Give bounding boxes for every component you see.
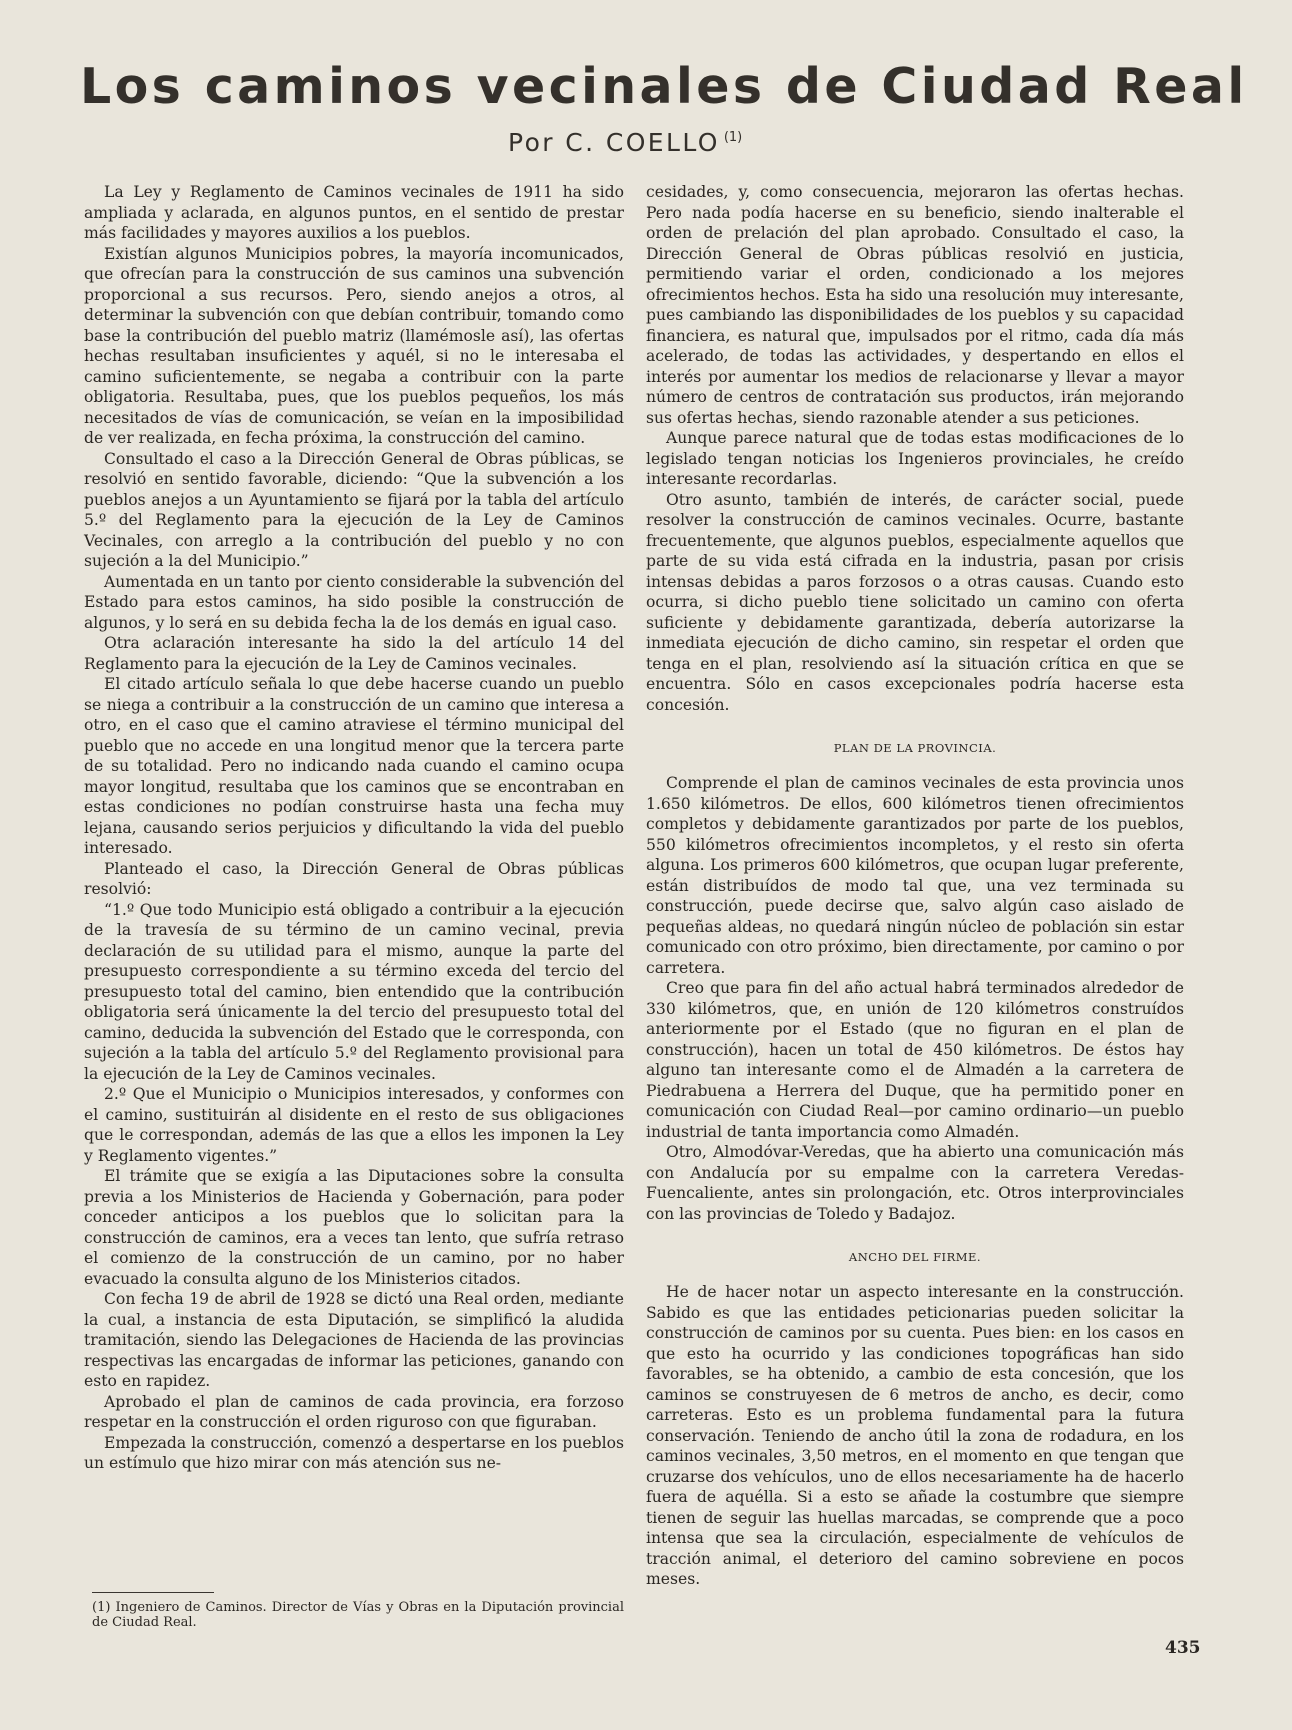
- paragraph: Aprobado el plan de caminos de cada provincia, era forzoso respetar en la construcción el orden riguroso con que figuraban.: [84, 1392, 624, 1431]
- paragraph: Comprende el plan de caminos vecinales de esta provincia unos 1.650 kilómetros. De ellos, 600 kilómetros tienen ofrecimientos completos y debidamente garantizados por parte de los pueblos, 550 kilómetros ofrecimientos incompletos, y el resto sin oferta alguna. Los primeros 600 kilómetros, que ocupan lugar preferente, están distribuídos de modo tal que, una vez terminada su construcción, puede decirse que, salvo algún caso aislado de pequeñas aldeas, no quedará ningún núcleo de población sin estar comunicado con otro próximo, bien directamente, por camino o por carretera.: [646, 774, 1184, 977]
- byline: [508, 128, 742, 157]
- section-heading-plan: PLAN DE LA PROVINCIA.: [833, 741, 997, 755]
- paragraph: El citado artículo señala lo que debe hacerse cuando un pueblo se niega a contribuir a la construcción de un camino que interesa a otro, en el caso que el camino atraviese el término municipal del pueblo que no accede en una longitud menor que la tercera parte de su totalidad. Pero no indicando nada cuando el camino ocupa mayor longitud, resultaba que los caminos que se encontraban en estas condiciones no podían construirse hasta una fecha muy lejana, causando serios perjuicios y dificultando la vida del pueblo interesado.: [84, 675, 624, 857]
- paragraph: Con fecha 19 de abril de 1928 se dictó una Real orden, mediante la cual, a instancia de esta Diputación, se simplificó la aludida tramitación, siendo las Delegaciones de Hacienda de las provincias respectivas las encargadas de informar las peticiones, ganando con esto en rapidez.: [84, 1290, 624, 1390]
- paragraph: Otro, Almodóvar-Veredas, que ha abierto una comunicación más con Andalucía por su empalme con la carretera Veredas-Fuencaliente, antes sin prolongación, etc. Otros interprovinciales con las provincias de Toledo y Badajoz.: [646, 1143, 1184, 1223]
- paragraph: Otro asunto, también de interés, de carácter social, puede resolver la construcción de caminos vecinales. Ocurre, bastante frecuentemente, que algunos pueblos, especialmente aquellos que parte de su vida está cifrada en la industria, pasan por crisis intensas debidas a paros forzosos o a otras causas. Cuando esto ocurra, si dicho pueblo tiene solicitado un camino con oferta suficiente y debidamente garantizada, debería autorizarse la inmediata ejecución de dicho camino, sin respetar el orden que tenga en el plan, resolviendo así la situación crítica en que se encuentra. Sólo en casos excepcionales podría hacerse esta concesión.: [646, 490, 1184, 714]
- section-heading-ancho: ANCHO DEL FIRME.: [848, 1250, 982, 1264]
- article-title: Los caminos vecinales de Ciudad Real: [80, 58, 1248, 115]
- paragraph: Otra aclaración interesante ha sido la del artículo 14 del Reglamento para la ejecución de la Ley de Caminos vecinales.: [84, 634, 624, 673]
- footnote-divider: [92, 1592, 214, 1593]
- paragraph: Consultado el caso a la Dirección General de Obras públicas, se resolvió en sentido favorable, diciendo: “Que la subvención a los pueblos anejos a un Ayuntamiento se fijará por la tabla del artículo 5.º del Reglamento para la ejecución de la Ley de Caminos Vecinales, con arreglo a la contribución del pueblo y no con sujeción a la del Municipio.”: [84, 449, 624, 570]
- paragraph: Empezada la construcción, comenzó a despertarse en los pueblos un estímulo que hizo mirar con más atención sus ne-: [84, 1433, 624, 1472]
- footnote-marker: (1): [723, 130, 743, 145]
- paragraph: Planteado el caso, la Dirección General de Obras públicas resolvió:: [84, 859, 624, 898]
- paragraph: Existían algunos Municipios pobres, la mayoría incomunicados, que ofrecían para la construcción de sus caminos una subvención proporcional a sus recursos. Pero, siendo anejos a otros, al determinar la subvención con que debían contribuir, tomando como base la contribución del pueblo matriz (llamémosle así), las ofertas hechas resultaban insuficientes y aquél, si no le interesaba el camino suficientemente, se negaba a contribuir con la parte obligatoria. Resultaba, pues, que los pueblos pequeños, los más necesitados de vías de comunicación, se veían en la imposibilidad de ver realizada, en fecha próxima, la construcción del camino.: [84, 244, 624, 447]
- paragraph: Aunque parece natural que de todas estas modificaciones de lo legislado tengan noticias los Ingenieros provinciales, he creído interesante recordarlas.: [646, 429, 1184, 488]
- paragraph: cesidades, y, como consecuencia, mejoraron las ofertas hechas. Pero nada podía hacerse en su beneficio, siendo inalterable el orden de prelación del plan aprobado. Consultado el caso, la Dirección General de Obras públicas resolvió en justicia, permitiendo variar el orden, condicionado a los mejores ofrecimientos hechos. Esta ha sido una resolución muy interesante, pues cambiando las disponibilidades de los pueblos y su capacidad financiera, es natural que, impulsados por el ritmo, cada día más acelerado, de todas las actividades, y despertando en ellos el interés por aumentar los medios de relacionarse y llevar a mayor número de centros de contratación sus productos, irán mejorando sus ofertas hechas, siendo razonable atender a sus peticiones.: [646, 183, 1184, 427]
- paragraph: Creo que para fin del año actual habrá terminados alrededor de 330 kilómetros, que, en unión de 120 kilómetros construídos anteriormente por el Estado (que no figuran en el plan de construcción), hacen un total de 450 kilómetros. De éstos hay alguno tan interesante como el de Almadén a la carretera de Piedrabuena a Herrera del Duque, que ha permitido poner en comunicación con Ciudad Real—por camino ordinario—un pueblo industrial de tanta importancia como Almadén.: [646, 979, 1184, 1141]
- page-number: 435: [1165, 1638, 1201, 1658]
- left-column: [84, 182, 624, 1474]
- paragraph: El trámite que se exigía a las Diputaciones sobre la consulta previa a los Ministerios de Hacienda y Gobernación, para poder conceder anticipos a los pueblos que lo solicitan para la construcción de caminos, era a veces tan lento, que sufría retraso el comienzo de la construcción de un camino, por no haber evacuado la consulta alguno de los Ministerios citados.: [84, 1167, 624, 1288]
- author-name: Por C. COELLO: [508, 128, 720, 157]
- paragraph: Aumentada en un tanto por ciento considerable la subvención del Estado para estos caminos, ha sido posible la construcción de algunos, y lo será en su debida fecha la de los demás en igual caso.: [84, 572, 624, 632]
- paragraph: He de hacer notar un aspecto interesante en la construcción. Sabido es que las entidades peticionarias pueden solicitar la construcción de caminos por su cuenta. Pues bien: en los casos en que esto ha ocurrido y las condiciones topográficas han sido favorables, se ha obtenido, a cambio de esta concesión, que los caminos se construyesen de 6 metros de ancho, es decir, como carreteras. Esto es un problema fundamental para la futura conservación. Teniendo de ancho útil la zona de rodadura, en los caminos vecinales, 3,50 metros, en el momento en que tengan que cruzarse dos vehículos, uno de ellos necesariamente ha de hacerlo fuera de aquélla. Si a esto se añade la costumbre que siempre tienen de seguir las huellas marcadas, se comprende que a poco intensa que sea la circulación, especialmente de vehículos de tracción animal, el deterioro del camino sobreviene en pocos meses.: [646, 1283, 1184, 1588]
- paragraph: 2.º Que el Municipio o Municipios interesados, y conformes con el camino, sustituirán al disidente en el resto de sus obligaciones que le correspondan, además de las que a ellos les imponen la Ley y Reglamento vigentes.”: [84, 1085, 624, 1165]
- paragraph: “1.º Que todo Municipio está obligado a contribuir a la ejecución de la travesía de su término de un camino vecinal, previa declaración de su utilidad para el mismo, aunque la parte del presupuesto correspondiente a su término exceda del tercio del presupuesto total del camino, bien entendido que la contribución obligatoria será únicamente la del tercio del presupuesto total del camino, deducida la subvención del Estado que le corresponda, con sujeción a la tabla del artículo 5.º del Reglamento provisional para la ejecución de la Ley de Caminos vecinales.: [84, 900, 624, 1083]
- footnote: (1) Ingeniero de Caminos. Director de Vías y Obras en la Diputación provincial de Ciudad Real.: [92, 1600, 624, 1630]
- paragraph: La Ley y Reglamento de Caminos vecinales de 1911 ha sido ampliada y aclarada, en algunos puntos, en el sentido de prestar más facilidades y mayores auxilios a los pueblos.: [84, 183, 624, 242]
- right-column: [646, 182, 1184, 1590]
